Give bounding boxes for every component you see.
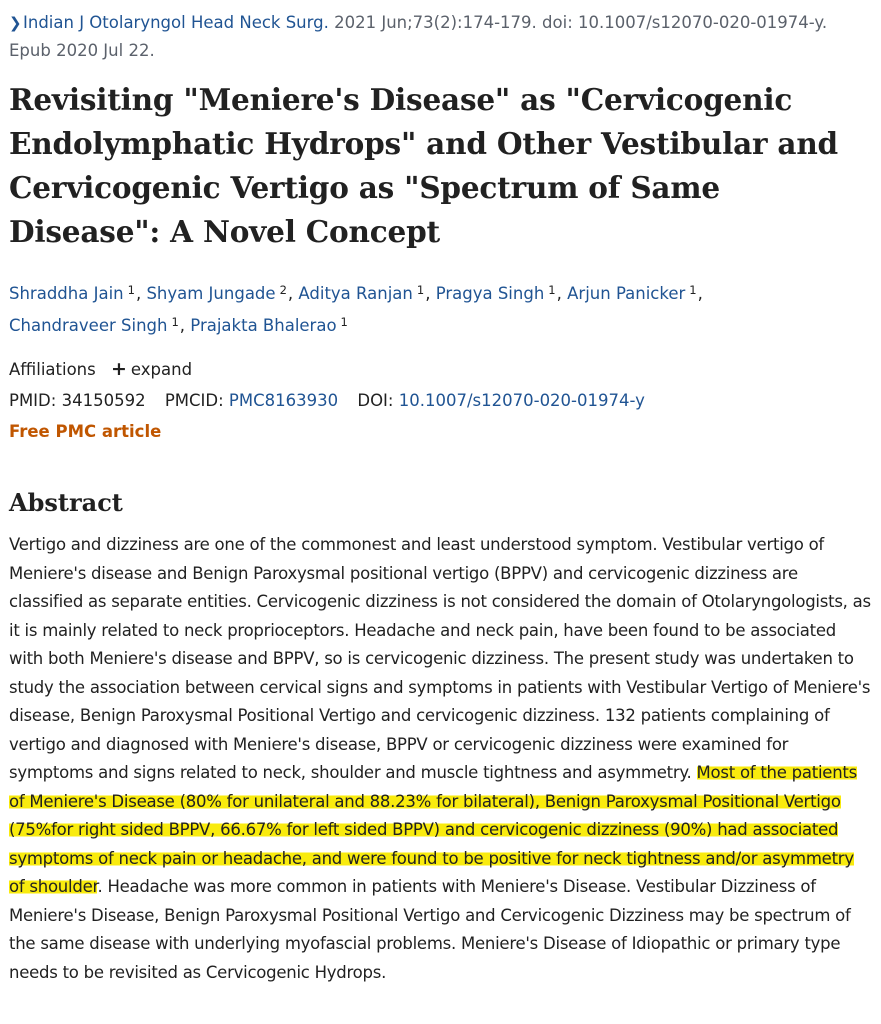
- author-link[interactable]: Pragya Singh: [435, 284, 545, 303]
- author-affiliation-number[interactable]: 1: [171, 315, 179, 329]
- abstract-heading: Abstract: [9, 488, 123, 517]
- author-affiliation-number[interactable]: 2: [279, 283, 287, 297]
- affiliations-row: [9, 354, 871, 385]
- author-affiliation-number[interactable]: 1: [689, 283, 697, 297]
- author-affiliation-number[interactable]: 1: [127, 283, 135, 297]
- author-link[interactable]: Shyam Jungade: [146, 284, 276, 303]
- author-affiliation-number[interactable]: 1: [548, 283, 556, 297]
- author-list: Shraddha Jain $^1$, Shyam Jungade $^2$, Aditya Ranjan $^1$, Pragya Singh $^1$, Arjun Panicker $^1$, Chandraveer Singh $^1$, Prajakta Bhalerao $^1$: [9, 283, 703, 335]
- doi-label: DOI:: [357, 391, 394, 410]
- article-title: Revisiting "Meniere's Disease" as "Cervicogenic Endolymphatic Hydrops" and Other Vestibular and Cervicogenic Vertigo as "Spectrum of Same Disease": A Novel Concept: [9, 82, 838, 249]
- abstract-highlighted-text: Most of the patients of Meniere's Disease (80% for unilateral and 88.23% for bilateral), Benign Paroxysmal Positional Vertigo (75%for right sided BPPV, 66.67% for left sided BPPV) and cervicogenic dizziness (90%) had associated symptoms of neck pain or headache, and were found to be positive for neck tightness and/or asymmetry of shoulder: [9, 763, 857, 896]
- expand-label: expand: [130, 360, 193, 379]
- plus-icon: +: [110, 358, 127, 380]
- author-affiliation-number[interactable]: 1: [340, 315, 348, 329]
- free-pmc-article-badge: Free PMC article: [9, 422, 162, 441]
- author-affiliation-number[interactable]: 1: [416, 283, 425, 297]
- pmid-label: PMID:: [9, 391, 57, 410]
- abstract-text-before: Vertigo and dizziness are one of the commonest and least understood symptom. Vestibular vertigo of Meniere's disease and Benign Paroxysmal positional vertigo (BPPV) and cervicogenic dizziness are classified as separate entities. Cervicogenic dizziness is not considered the domain of Otolaryngologists, as it is mainly related to neck proprioceptors. Headache and neck pain, have been found to be associated with both Meniere's disease and BPPV, so is cervicogenic dizziness. The present study was undertaken to study the association between cervical signs and symptoms in patients with Vestibular Vertigo of Meniere's disease, Benign Paroxysmal Positional Vertigo and cervicogenic dizziness. 132 patients complaining of vertigo and diagnosed with Meniere's disease, BPPV or cervicogenic dizziness were examined for symptoms and signs related to neck, shoulder and muscle tightness and asymmetry.: [9, 535, 871, 782]
- pmcid-label: PMCID:: [164, 391, 224, 410]
- author-link[interactable]: Arjun Panicker: [567, 284, 686, 303]
- citation: [9, 9, 871, 64]
- author-link[interactable]: Prajakta Bhalerao: [190, 316, 337, 335]
- chevron-right-icon: ❯: [9, 14, 22, 32]
- doi-link[interactable]: 10.1007/s12070-020-01974-y: [398, 391, 645, 410]
- identifiers-row: [9, 385, 871, 416]
- abstract-text-after: . Headache was more common in patients with Meniere's Disease. Vestibular Dizziness of Meniere's Disease, Benign Paroxysmal Positional Vertigo and Cervicogenic Dizziness may be spectrum of the same disease with underlying myofascial problems. Meniere's Disease of Idiopathic or primary type needs to be revisited as Cervicogenic Hydrops.: [9, 877, 851, 982]
- citation-details: 2021 Jun;73(2):174-179. doi: 10.1007/s12070-020-01974-y.: [334, 13, 828, 32]
- author-link[interactable]: Shraddha Jain: [9, 284, 124, 303]
- author-link[interactable]: Chandraveer Singh: [9, 316, 168, 335]
- pmcid-link[interactable]: PMC8163930: [228, 391, 339, 410]
- author-link[interactable]: Aditya Ranjan: [298, 284, 413, 303]
- expand-affiliations-button[interactable]: [111, 360, 192, 379]
- citation-epub: Epub 2020 Jul 22.: [9, 41, 155, 60]
- pmid-value: 34150592: [61, 391, 146, 410]
- abstract-text: [9, 531, 871, 987]
- affiliations-label: Affiliations: [9, 360, 96, 379]
- journal-link[interactable]: Indian J Otolaryngol Head Neck Surg.: [23, 13, 329, 32]
